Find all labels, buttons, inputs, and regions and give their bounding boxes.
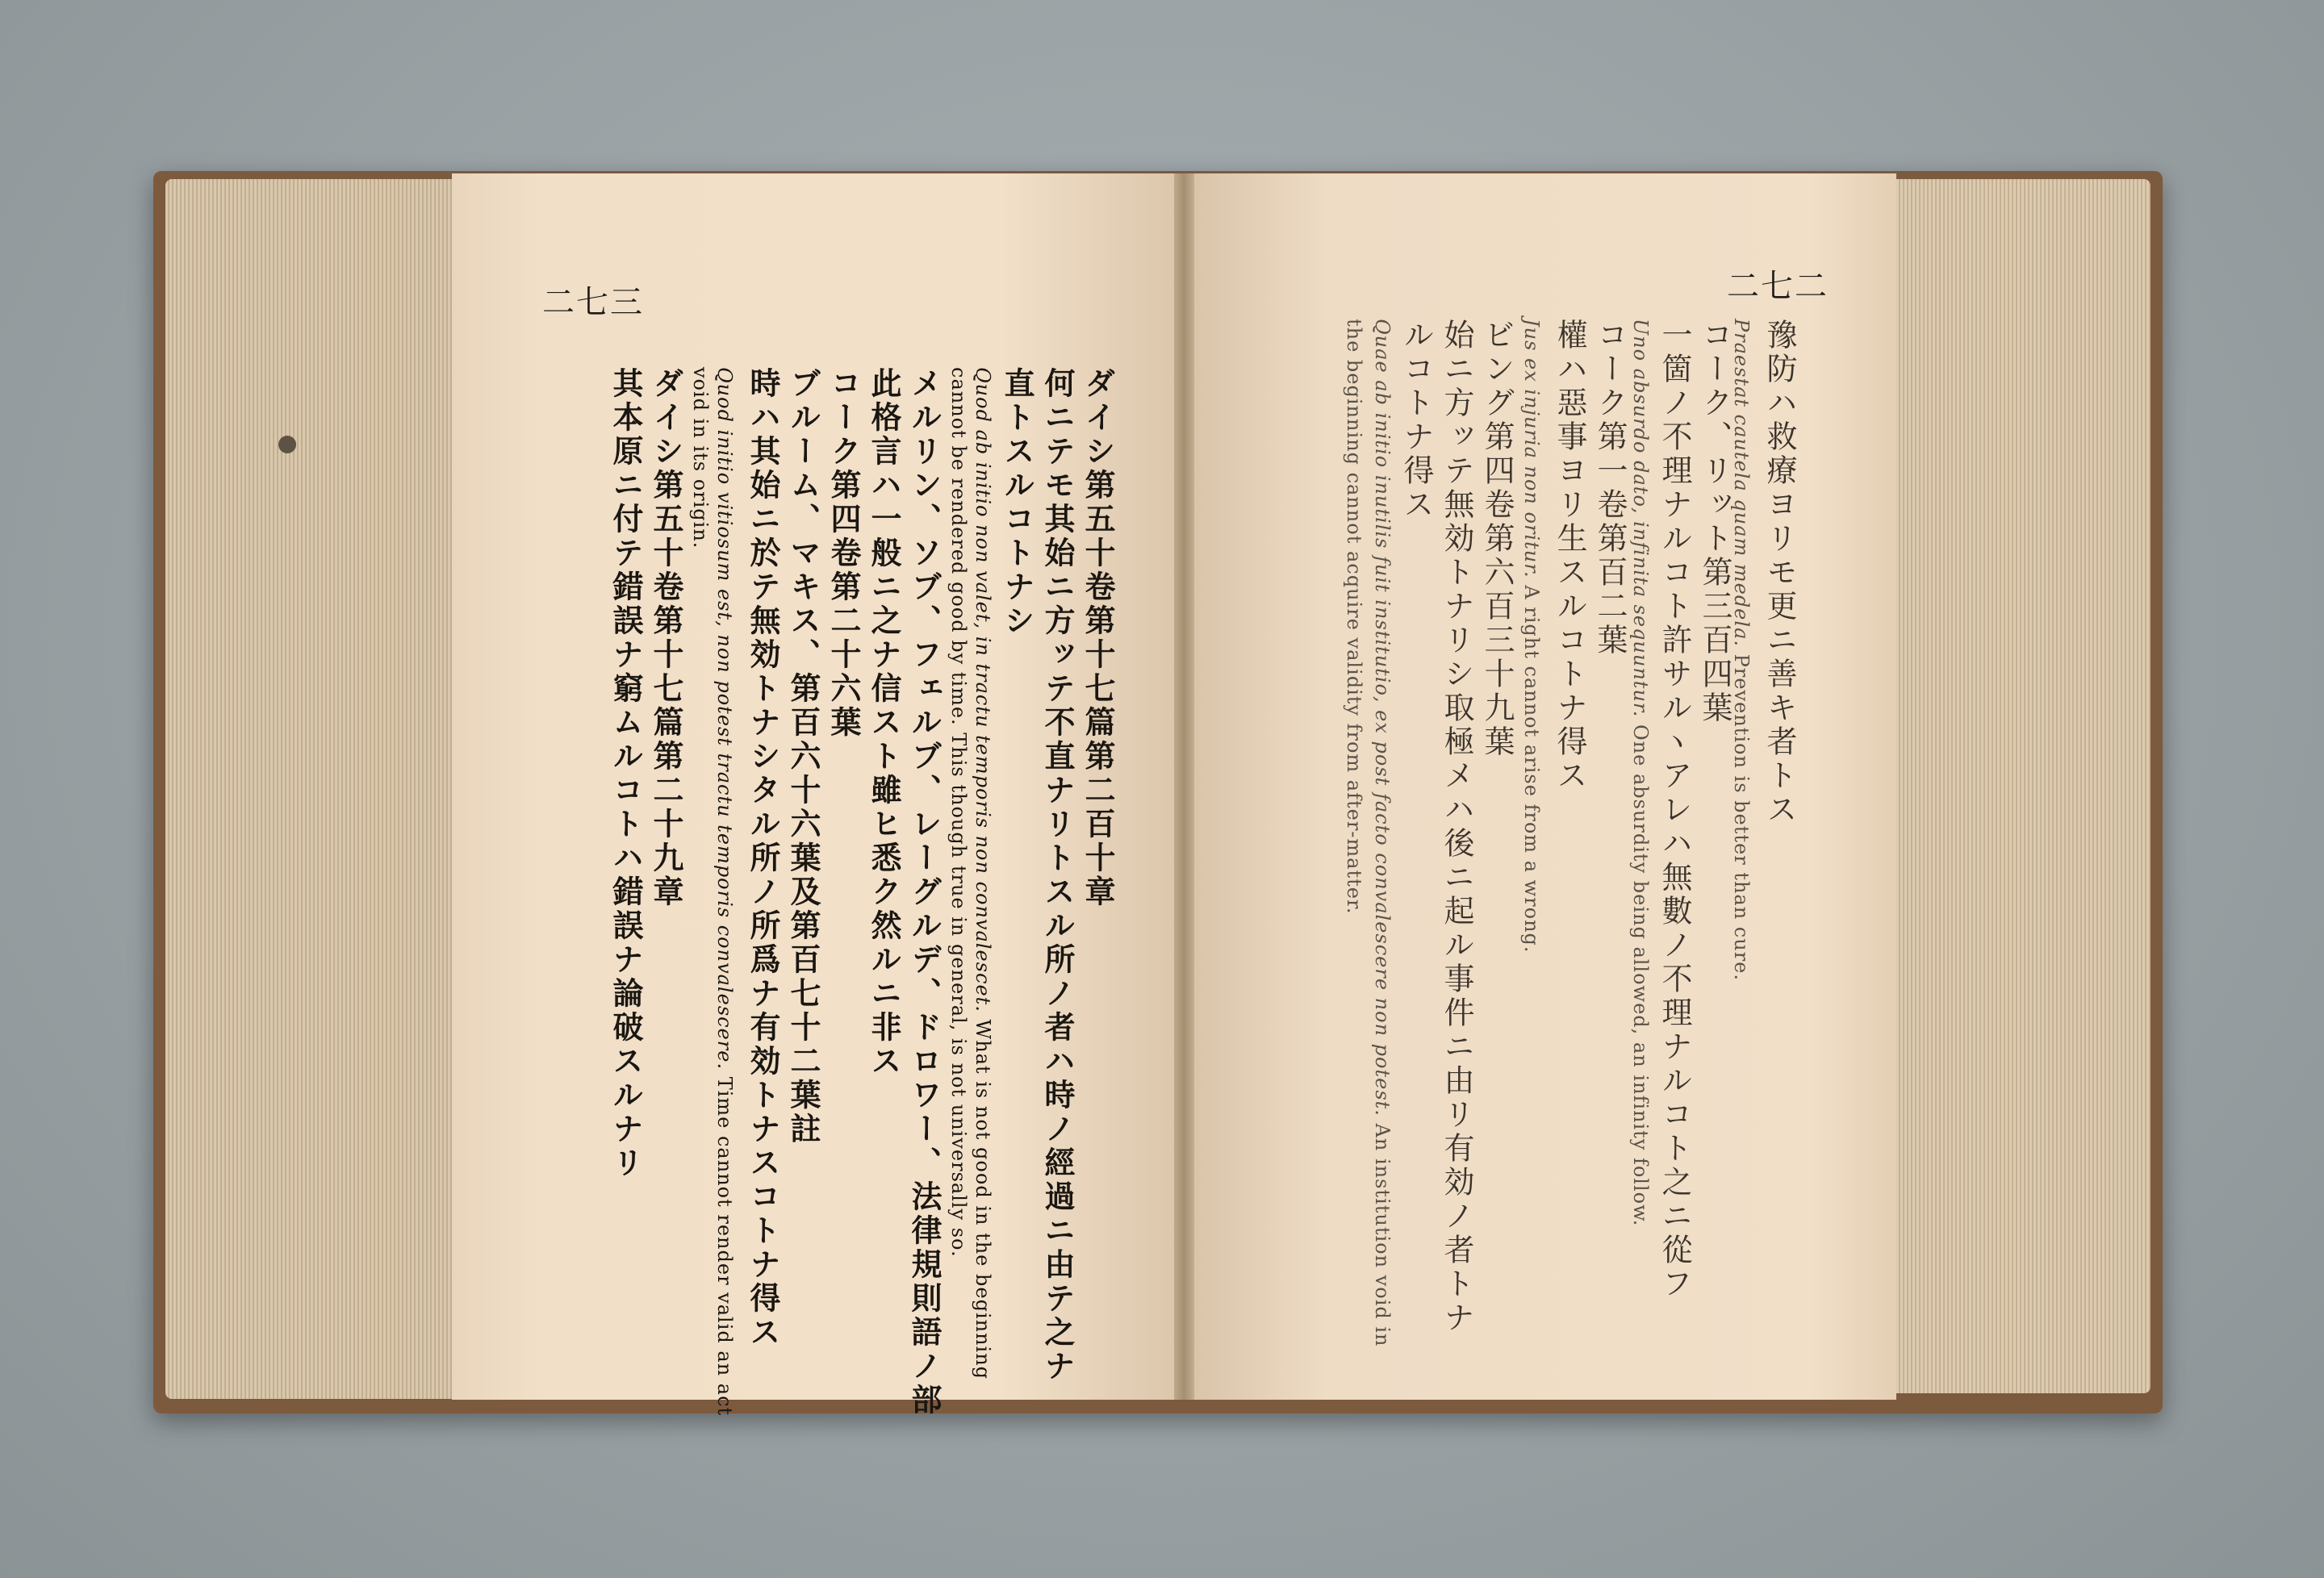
latin-maxim: Quod initio vitiosum est, non potest tractu temporis convalescere. (713, 367, 736, 1071)
right-page-number: 二七二 (1727, 268, 1829, 305)
english-translation: Time cannot render valid an act (713, 1070, 736, 1417)
text-column: 此格言ハ一般ニ之ナ信スト雖ヒ悉ク然ルニ非ス (866, 367, 902, 1079)
english-translation: One absurdity being allowed, an infinity follow. (1629, 717, 1652, 1227)
text-column: 一箇ノ不理ナルコト許サルヽアレハ無數ノ不理ナルコト之ニ從フ (1657, 319, 1692, 1301)
text-column: ブルーム、マキス、第百六十六葉及第百七十二葉註 (785, 367, 821, 1146)
text-column: ビング第四卷第六百三十九葉 (1479, 319, 1515, 759)
latin-maxim: Praestat cautela quam medela. (1730, 319, 1753, 647)
latin-maxim: Jus ex injuria non oritur. (1520, 319, 1543, 578)
english-latin-column (1372, 319, 1393, 1347)
text-column: ダイシ第五十卷第十七篇第二十九章 (648, 367, 684, 909)
english-latin-column (1630, 319, 1651, 1226)
left-page-block-edges (165, 179, 456, 1399)
book-gutter (1174, 173, 1194, 1400)
english-latin-column (1344, 319, 1365, 914)
english-translation: An institution void in (1371, 1116, 1394, 1347)
english-translation: A right cannot arise from a wrong. (1520, 578, 1543, 954)
english-translation: Prevention is better than cure. (1730, 647, 1753, 982)
text-column: 豫防ハ救療ヨリモ更ニ善キ者トス (1762, 319, 1797, 827)
text-column: 其本原ニ付テ錯誤ナ窮ムルコトハ錯誤ナ論破スルナリ (608, 367, 644, 1180)
latin-maxim: Uno absurdo dato, infinita sequuntur. (1629, 319, 1652, 718)
english-translation: void in its origin. (689, 367, 712, 549)
english-translation: cannot be rendered good by time. This though true in general, is not universally so. (947, 367, 970, 1258)
text-column: 始ニ方ッテ無効トナリシ取極メハ後ニ起ル事件ニ由リ有効ノ者トナ (1439, 319, 1474, 1335)
text-column: 權ハ惡事ヨリ生スルコトナ得ス (1552, 319, 1587, 793)
latin-maxim: Quae ab initio inutilis fuit institutio, ex post facto convalescere non potest. (1371, 319, 1394, 1117)
english-translation: What is not good in the beginning (972, 1012, 994, 1380)
english-latin-column (1731, 319, 1752, 981)
latin-maxim: Quod ab initio non valet, in tractu temporis non convalescet. (972, 367, 994, 1012)
english-translation: the beginning cannot acquire validity from after-matter. (1343, 319, 1365, 915)
binding-hole (278, 436, 296, 453)
english-latin-column (714, 367, 735, 1416)
english-latin-column (1521, 319, 1542, 954)
text-column: コーク第四卷第二十六葉 (826, 367, 862, 740)
english-latin-column (690, 367, 711, 549)
text-column: コーク、リット第三百四葉 (1697, 319, 1733, 725)
right-page-block-edges (1884, 179, 2151, 1393)
text-column: ルコトナ得ス (1398, 319, 1434, 522)
left-page-number: 二七三 (542, 284, 644, 321)
english-latin-column (948, 367, 969, 1258)
text-column: ダイシ第五十卷第十七篇第二百十章 (1080, 367, 1116, 909)
text-column: メルリン、ソブ、フェルブ、レーグルデ、ドロワー、法律規則語ノ部 (906, 367, 943, 1417)
text-column: コーク第一卷第百二葉 (1592, 319, 1628, 658)
text-column: 直トスルコトナシ (999, 367, 1035, 638)
english-latin-column (972, 367, 993, 1380)
text-column: 時ハ其始ニ於テ無効トナシタル所ノ所爲ナ有効トナスコトナ得ス (745, 367, 781, 1350)
text-column: 何ニテモ其始ニ方ッテ不直ナリトスル所ノ者ハ時ノ經過ニ由テ之ナ (1039, 367, 1076, 1384)
